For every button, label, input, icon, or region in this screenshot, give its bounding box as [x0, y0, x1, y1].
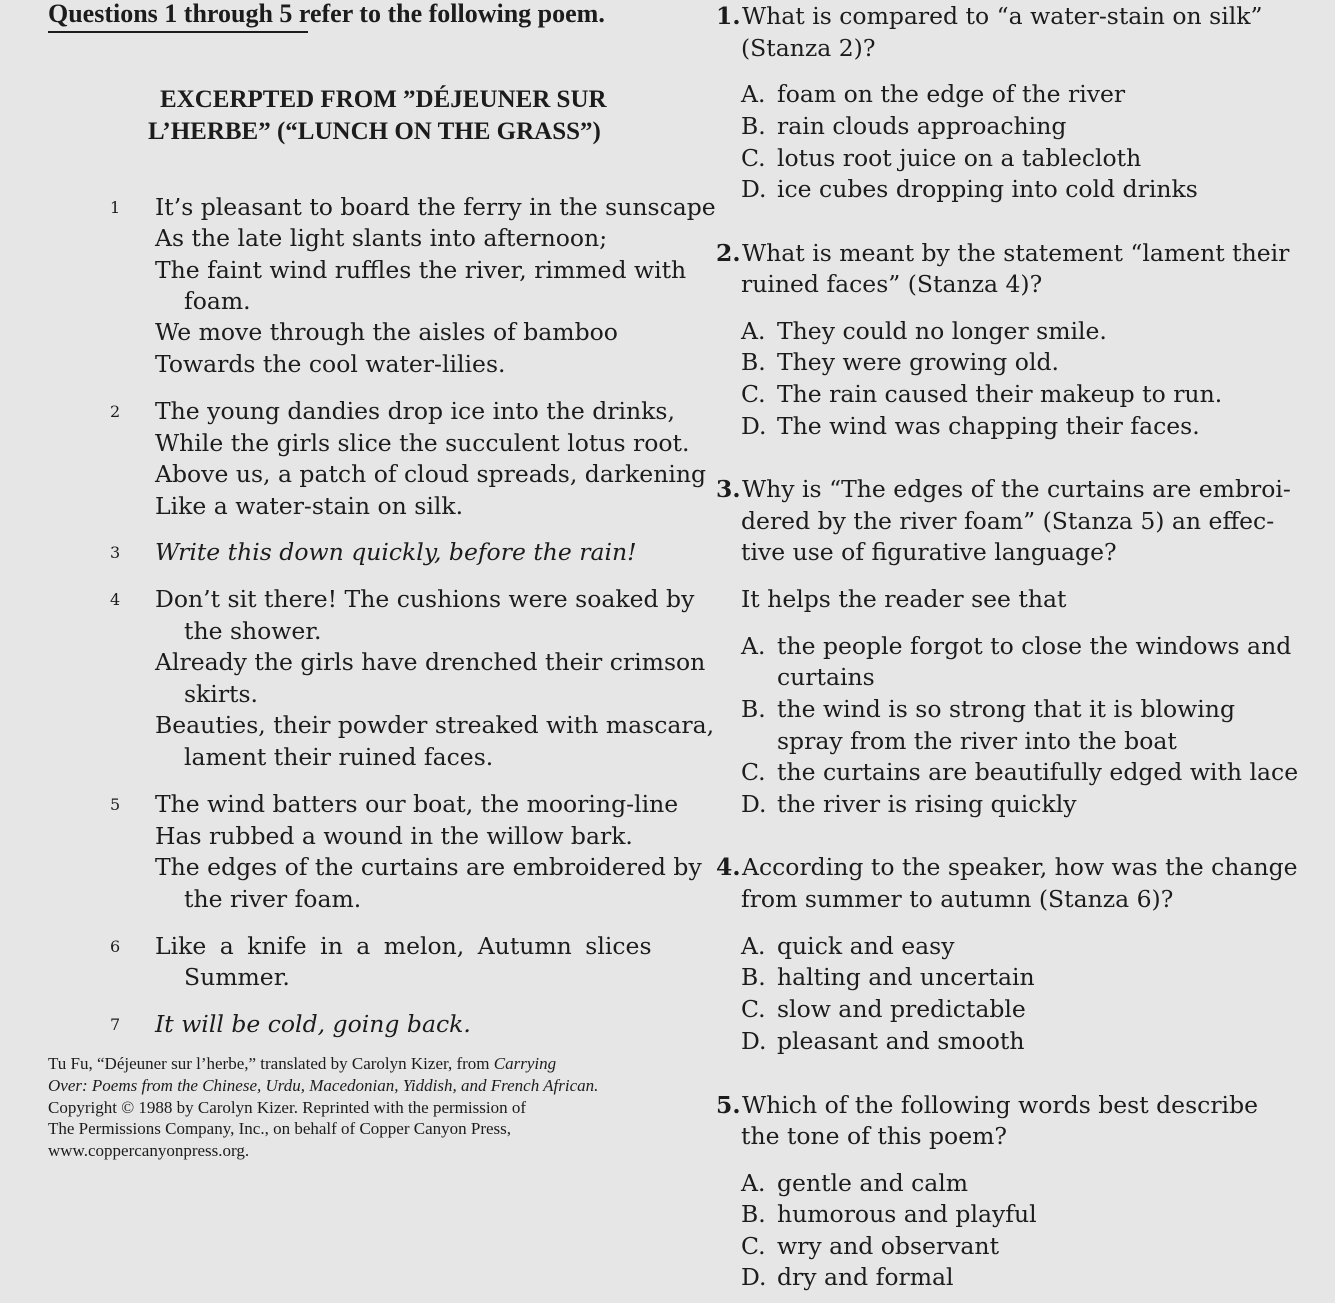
poem-line: Like a knife in a melon, Autumn slices: [155, 932, 652, 960]
option-letter: C.: [741, 995, 766, 1023]
credit-line-1: Tu Fu, “Déjeuner sur l’herbe,” translated by Carolyn Kizer, from Carrying: [48, 1054, 557, 1073]
poem-line: Like a water-stain on silk.: [155, 492, 464, 520]
credit-line-3: Copyright © 1988 by Carolyn Kizer. Reprinted with the permission of: [48, 1098, 526, 1117]
option-letter: D.: [741, 790, 767, 818]
poem-line: Already the girls have drenched their crimson: [155, 648, 706, 676]
poem-line: The faint wind ruffles the river, rimmed with: [155, 256, 687, 284]
poem-line: The wind batters our boat, the mooring-line: [155, 790, 679, 818]
question-text: Why is “The edges of the curtains are embroi-: [742, 475, 1291, 503]
stanza-number: 2: [110, 402, 121, 421]
stanza-number: 6: [110, 937, 121, 956]
poem-line: Has rubbed a wound in the willow bark.: [155, 822, 633, 850]
question-number: 1.: [716, 2, 741, 30]
question-text: tive use of figurative language?: [741, 538, 1117, 566]
option-text: slow and predictable: [777, 995, 1026, 1023]
option-text: foam on the edge of the river: [777, 80, 1126, 108]
option-letter: C.: [741, 380, 766, 408]
question-text: What is compared to “a water-stain on silk”: [742, 2, 1263, 30]
option-text: wry and observant: [777, 1232, 1000, 1260]
poem-line: While the girls slice the succulent lotus root.: [155, 429, 690, 457]
option-letter: A.: [741, 1169, 766, 1197]
question-text: the tone of this poem?: [741, 1122, 1007, 1150]
header-underline: [48, 31, 308, 33]
stanza-number: 5: [110, 795, 121, 814]
option-letter: C.: [741, 1232, 766, 1260]
poem-line: lament their ruined faces.: [184, 743, 494, 771]
option-text: The rain caused their makeup to run.: [777, 380, 1223, 408]
option-text: dry and formal: [777, 1263, 954, 1291]
question-number: 3.: [716, 475, 741, 503]
option-text: the people forgot to close the windows and: [777, 632, 1292, 660]
option-letter: D.: [741, 412, 767, 440]
credit-line-5: www.coppercanyonpress.org.: [48, 1141, 250, 1160]
question-lead: It helps the reader see that: [741, 585, 1067, 613]
poem-line: Write this down quickly, before the rain!: [155, 538, 637, 566]
option-letter: A.: [741, 317, 766, 345]
option-letter: A.: [741, 632, 766, 660]
option-text: The wind was chapping their faces.: [777, 412, 1200, 440]
option-letter: B.: [741, 695, 766, 723]
credit-line-2: Over: Poems from the Chinese, Urdu, Macedonian, Yiddish, and French African.: [48, 1076, 599, 1095]
option-letter: C.: [741, 144, 766, 172]
option-text: the wind is so strong that it is blowing: [777, 695, 1235, 723]
stanza-number: 3: [110, 543, 121, 562]
option-text: the river is rising quickly: [777, 790, 1077, 818]
option-letter: D.: [741, 1027, 767, 1055]
question-text: from summer to autumn (Stanza 6)?: [741, 885, 1174, 913]
poem-line: Don’t sit there! The cushions were soaked by: [155, 585, 695, 613]
section-header: Questions 1 through 5 refer to the following poem.: [48, 0, 605, 28]
poem-line: We move through the aisles of bamboo: [155, 318, 618, 346]
poem-line: Beauties, their powder streaked with mascara,: [155, 711, 715, 739]
poem-line: The edges of the curtains are embroidered by: [155, 853, 702, 881]
poem-line: Summer.: [184, 963, 290, 991]
poem-line: skirts.: [184, 680, 259, 708]
option-letter: D.: [741, 1263, 767, 1291]
option-letter: D.: [741, 175, 767, 203]
question-text: What is meant by the statement “lament their: [742, 239, 1290, 267]
option-text: pleasant and smooth: [777, 1027, 1025, 1055]
question-number: 5.: [716, 1091, 741, 1119]
option-letter: B.: [741, 963, 766, 991]
option-text: halting and uncertain: [777, 963, 1035, 991]
poem-line: the river foam.: [184, 885, 362, 913]
poem-line: The young dandies drop ice into the drinks,: [155, 397, 675, 425]
question-text: dered by the river foam” (Stanza 5) an effec-: [741, 507, 1275, 535]
stanza-number: 7: [110, 1015, 121, 1034]
question-number: 4.: [716, 853, 741, 881]
poem-title-line-1: EXCERPTED FROM ”DÉJEUNER SUR: [160, 86, 607, 113]
poem-line: Towards the cool water-lilies.: [155, 350, 506, 378]
option-text: spray from the river into the boat: [777, 727, 1177, 755]
credit-line-4: The Permissions Company, Inc., on behalf of Copper Canyon Press,: [48, 1119, 512, 1138]
poem-line: foam.: [184, 287, 251, 315]
option-text: They were growing old.: [777, 348, 1059, 376]
option-text: rain clouds approaching: [777, 112, 1067, 140]
option-text: quick and easy: [777, 932, 955, 960]
option-letter: B.: [741, 1200, 766, 1228]
option-letter: B.: [741, 348, 766, 376]
option-letter: C.: [741, 758, 766, 786]
poem-line: Above us, a patch of cloud spreads, darkening: [155, 460, 707, 488]
option-text: curtains: [777, 663, 875, 691]
option-text: gentle and calm: [777, 1169, 969, 1197]
question-number: 2.: [716, 239, 741, 267]
option-text: lotus root juice on a tablecloth: [777, 144, 1142, 172]
option-letter: B.: [741, 112, 766, 140]
option-text: ice cubes dropping into cold drinks: [777, 175, 1198, 203]
option-letter: A.: [741, 932, 766, 960]
option-text: the curtains are beautifully edged with lace: [777, 758, 1299, 786]
stanza-number: 4: [110, 590, 121, 609]
poem-line: It’s pleasant to board the ferry in the sunscape: [155, 193, 716, 221]
question-text: (Stanza 2)?: [741, 34, 876, 62]
question-text: According to the speaker, how was the change: [742, 853, 1298, 881]
option-text: They could no longer smile.: [777, 317, 1107, 345]
poem-line: It will be cold, going back.: [155, 1010, 471, 1038]
question-text: Which of the following words best describe: [742, 1091, 1259, 1119]
option-text: humorous and playful: [777, 1200, 1037, 1228]
poem-title-line-2: L’HERBE” (“LUNCH ON THE GRASS”): [148, 118, 601, 145]
question-text: ruined faces” (Stanza 4)?: [741, 270, 1043, 298]
poem-line: the shower.: [184, 617, 322, 645]
stanza-number: 1: [110, 198, 121, 217]
poem-line: As the late light slants into afternoon;: [155, 224, 608, 252]
option-letter: A.: [741, 80, 766, 108]
